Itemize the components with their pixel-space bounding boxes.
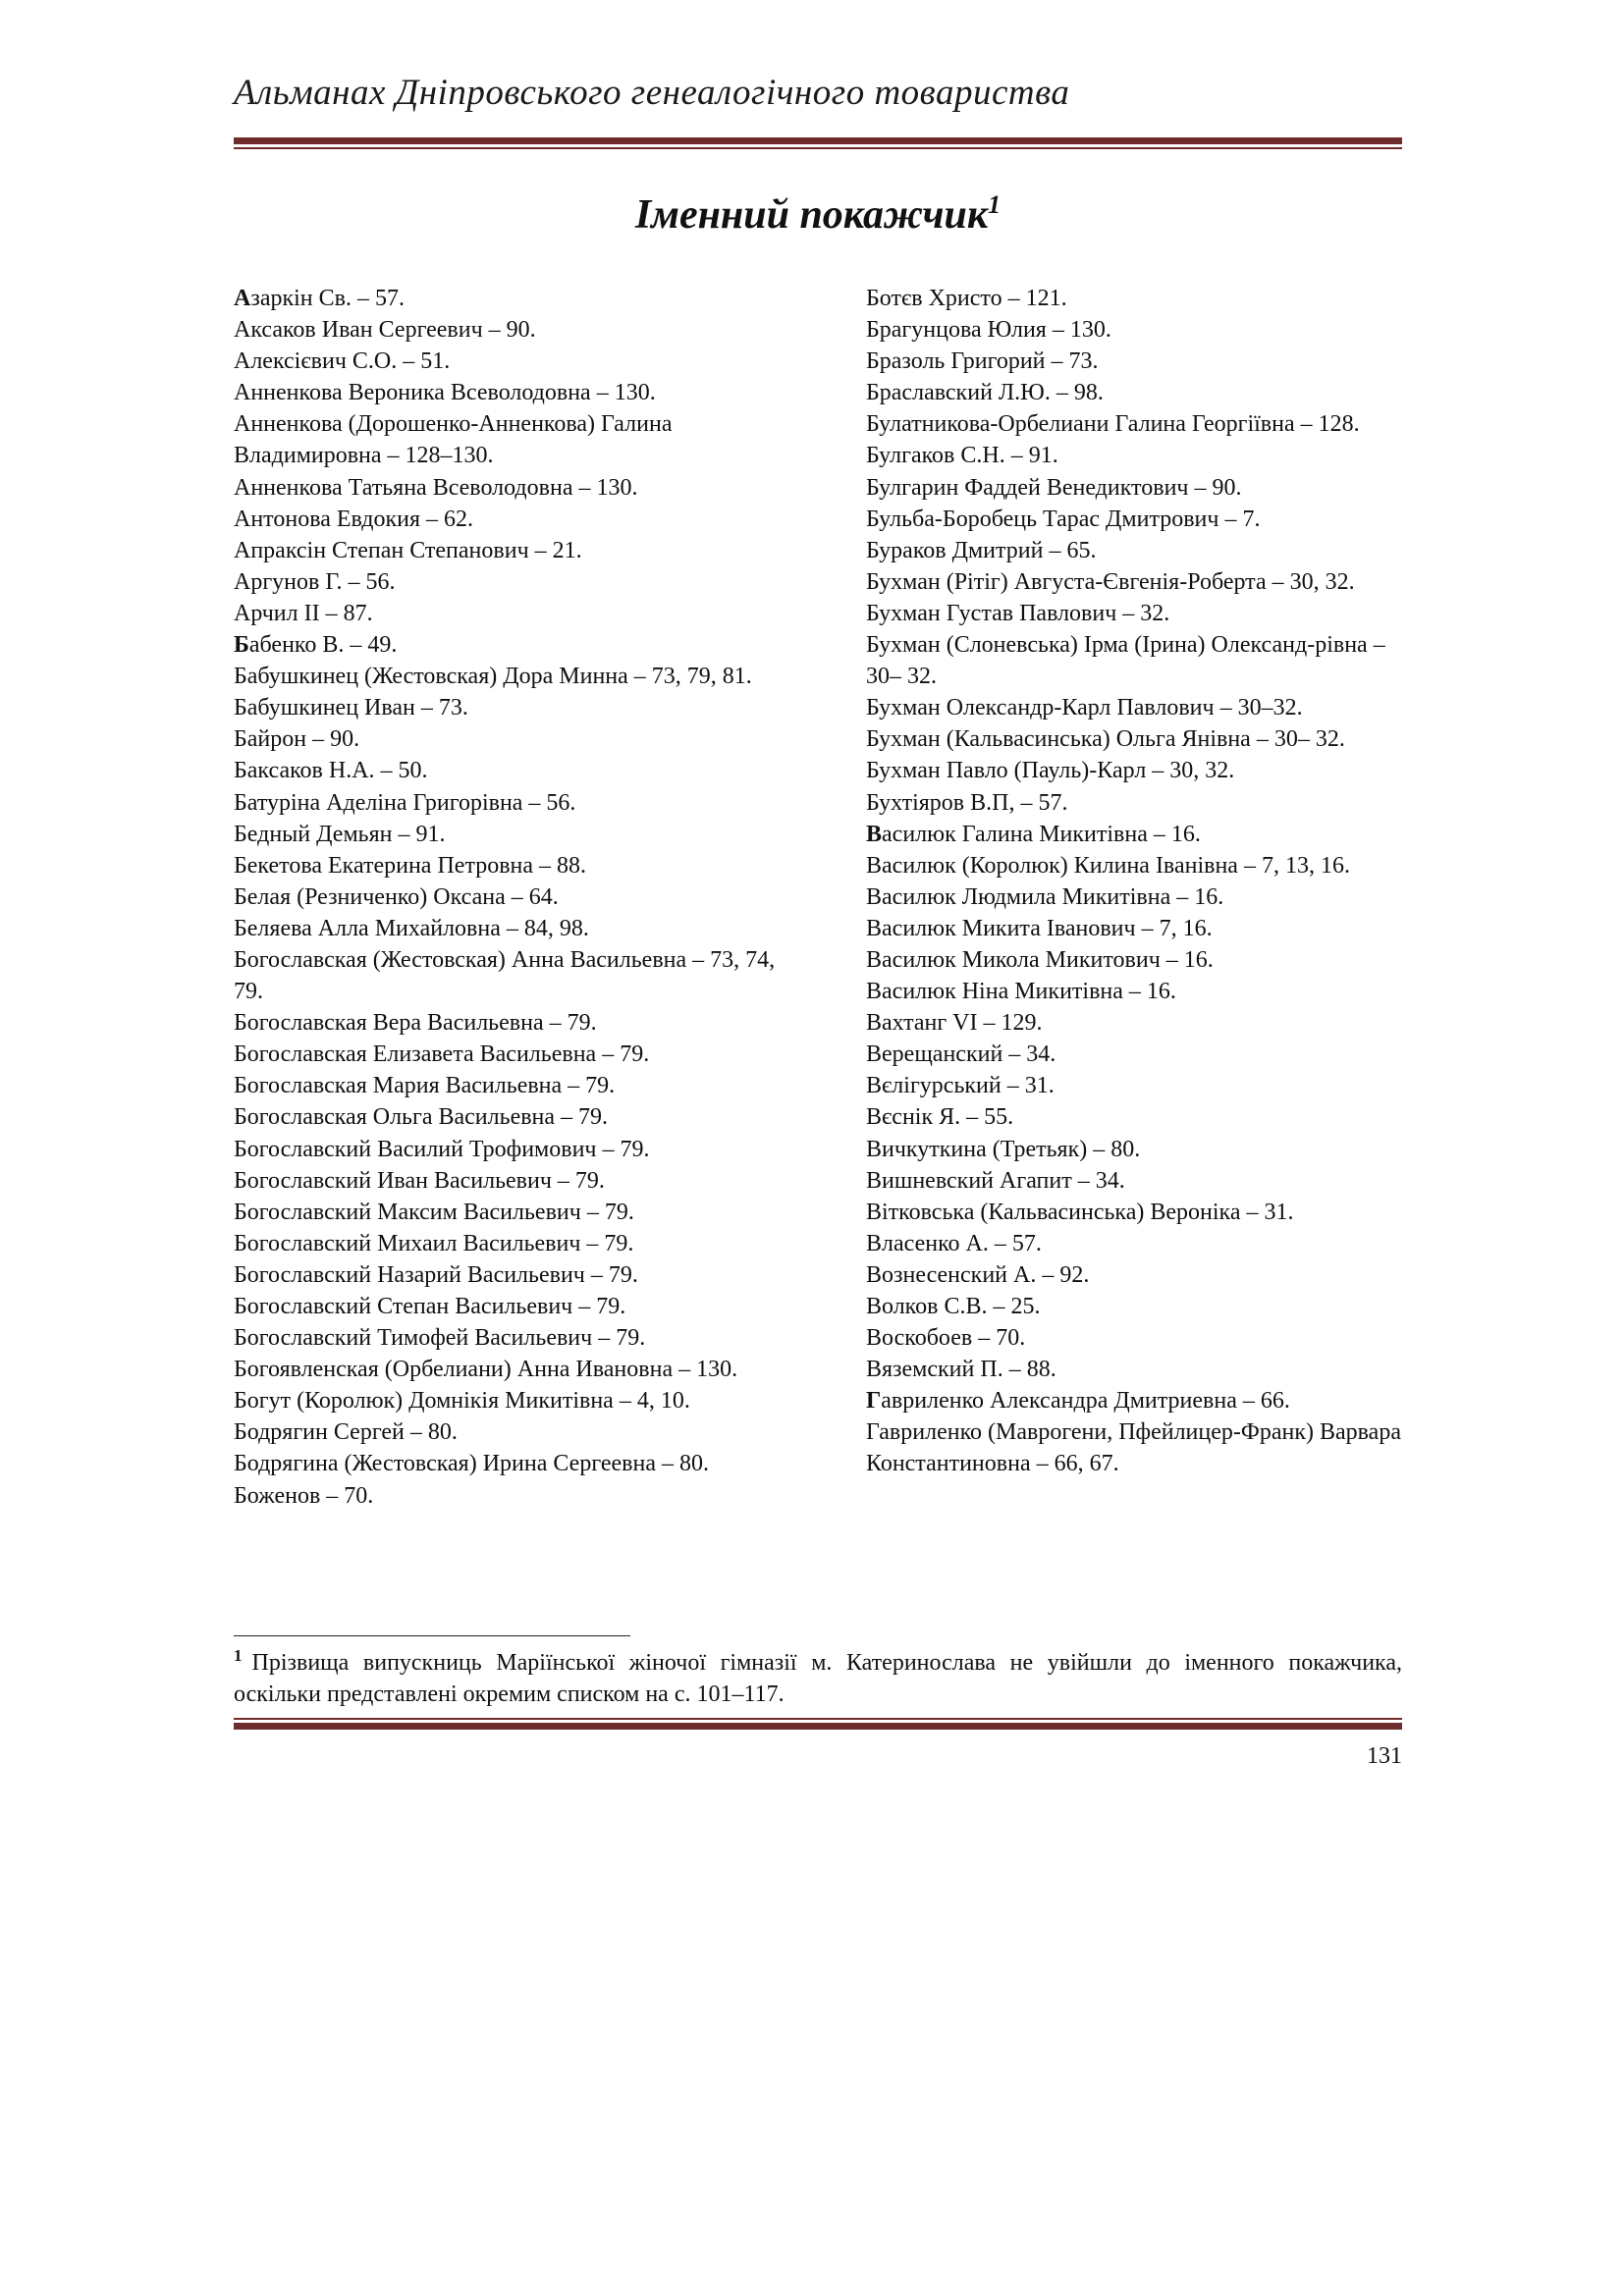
index-entry xyxy=(234,787,776,819)
index-entry xyxy=(234,408,776,471)
index-entry-text: Богославская Елизавета Васильевна – 79. xyxy=(234,1041,650,1068)
index-entry xyxy=(234,283,776,314)
index-entry xyxy=(866,472,1404,504)
index-entry-text: Богославская Вера Васильевна – 79. xyxy=(234,1010,597,1037)
index-entry xyxy=(866,566,1404,598)
index-entry xyxy=(866,1416,1404,1479)
index-entry-text: Гавриленко (Маврогени, Пфейлицер-Франк) Варвара Константиновна – 66, 67. xyxy=(866,1419,1401,1477)
index-entry-text: Бухман Олександр-Карл Павлович – 30–32. xyxy=(866,695,1303,721)
index-column-right xyxy=(866,283,1404,1480)
index-entry-text: Бразоль Григорий – 73. xyxy=(866,348,1099,375)
index-entry-text: Василюк Микита Іванович – 7, 16. xyxy=(866,915,1213,941)
index-entry-text: Вахтанг VI – 129. xyxy=(866,1010,1043,1037)
index-entry-text: Бабушкинец Иван – 73. xyxy=(234,695,468,721)
index-entry xyxy=(866,1197,1404,1228)
index-entry xyxy=(866,723,1404,755)
index-entry xyxy=(234,1101,776,1133)
index-entry xyxy=(866,819,1404,850)
index-entry xyxy=(234,944,776,1007)
index-entry-initial: Г xyxy=(866,1388,882,1415)
index-entry-text: Богославский Максим Васильевич – 79. xyxy=(234,1199,634,1225)
footer-rule xyxy=(234,1718,1402,1730)
index-entry xyxy=(234,1480,776,1512)
index-entry xyxy=(866,1354,1404,1385)
index-entry-text: Богославская Ольга Васильевна – 79. xyxy=(234,1104,609,1131)
index-entry-text: Белая (Резниченко) Оксана – 64. xyxy=(234,883,559,910)
index-entry-text: Богославская (Жестовская) Анна Васильевна – 73, 74, 79. xyxy=(234,946,776,1005)
index-entry xyxy=(234,1007,776,1039)
index-entry-text: Вяземский П. – 88. xyxy=(866,1357,1056,1383)
index-entry-text: Богославский Степан Васильевич – 79. xyxy=(234,1294,626,1319)
index-entry xyxy=(234,1354,776,1385)
index-entry xyxy=(866,1070,1404,1101)
index-entry-text: Булгаков С.Н. – 91. xyxy=(866,443,1058,469)
index-entry xyxy=(866,346,1404,377)
index-entry-initial: В xyxy=(866,821,883,847)
index-entry-text: Бухман (Слоневська) Ірма (Ірина) Олександ-рівна – 30– 32. xyxy=(866,632,1385,690)
index-entry xyxy=(234,377,776,408)
index-entry-text: Вітковська (Кальвасинська) Вероніка – 31. xyxy=(866,1199,1294,1225)
index-entry-text: Булгарин Фаддей Венедиктович – 90. xyxy=(866,474,1242,501)
index-entry-text: Арчил ІІ – 87. xyxy=(234,600,373,626)
index-entry-text: Вишневский Агапит – 34. xyxy=(866,1167,1125,1194)
index-entry-text: Браславский Л.Ю. – 98. xyxy=(866,380,1104,406)
index-entry-text: Богославский Назарий Васильевич – 79. xyxy=(234,1261,638,1288)
index-entry xyxy=(234,1385,776,1416)
index-entry-text: Богославская Мария Васильевна – 79. xyxy=(234,1073,616,1099)
index-entry-text: Апраксін Степан Степанович – 21. xyxy=(234,537,582,563)
index-entry-text: Аргунов Г. – 56. xyxy=(234,568,396,595)
index-entry-text: Анненкова (Дорошенко-Анненкова) Галина Владимировна – 128–130. xyxy=(234,411,673,469)
page-number: 131 xyxy=(1367,1743,1402,1769)
index-entry xyxy=(866,1385,1404,1416)
index-entry xyxy=(866,440,1404,471)
index-entry-text: Алексієвич С.О. – 51. xyxy=(234,348,451,375)
index-entry xyxy=(234,1134,776,1165)
index-entry xyxy=(866,1259,1404,1291)
index-entry-text: Бабушкинец (Жестовская) Дора Минна – 73, 79, 81. xyxy=(234,664,752,690)
index-entry-text: Бухман Густав Павлович – 32. xyxy=(866,600,1170,626)
index-entry xyxy=(234,1228,776,1259)
index-entry-text: заркін Св. – 57. xyxy=(250,286,405,311)
index-entry-text: Аксаков Иван Сергеевич – 90. xyxy=(234,317,536,344)
index-entry-text: Богоявленская (Орбелиани) Анна Ивановна – 130. xyxy=(234,1357,738,1383)
index-entry xyxy=(234,1259,776,1291)
index-entry-text: Василюк Микола Микитович – 16. xyxy=(866,946,1214,973)
index-entry xyxy=(866,850,1404,881)
index-entry-text: авриленко Александра Дмитриевна – 66. xyxy=(881,1388,1290,1415)
index-entry-text: Вичкуткина (Третьяк) – 80. xyxy=(866,1136,1141,1162)
index-entry xyxy=(866,944,1404,976)
index-entry xyxy=(234,723,776,755)
index-entry xyxy=(234,1448,776,1479)
index-entry xyxy=(234,504,776,535)
index-entry xyxy=(234,1039,776,1070)
index-entry-text: Богут (Королюк) Домнікія Микитівна – 4, 10. xyxy=(234,1388,690,1415)
index-entry xyxy=(234,850,776,881)
index-entry-text: Василюк Людмила Микитівна – 16. xyxy=(866,883,1224,910)
index-entry-initial: Б xyxy=(234,632,249,659)
index-entry-text: Бодрягин Сергей – 80. xyxy=(234,1419,458,1446)
index-entry-text: Антонова Евдокия – 62. xyxy=(234,506,474,532)
index-entry-text: Вознесенский А. – 92. xyxy=(866,1261,1090,1288)
index-entry xyxy=(234,755,776,786)
index-entry xyxy=(866,692,1404,723)
footnote-mark: 1 xyxy=(234,1646,243,1665)
index-entry xyxy=(866,1007,1404,1039)
index-entry xyxy=(866,913,1404,944)
index-entry-text: Богославский Тимофей Васильевич – 79. xyxy=(234,1325,646,1352)
index-entry-text: Боженов – 70. xyxy=(234,1482,374,1509)
almanac-title: Альманах Дніпровського генеалогічного товариства xyxy=(234,73,1070,113)
index-entry xyxy=(234,1197,776,1228)
index-entry xyxy=(866,755,1404,786)
index-entry-text: Бодрягина (Жестовская) Ирина Сергеевна – 80. xyxy=(234,1451,709,1477)
index-entry xyxy=(866,377,1404,408)
index-entry-text: Власенко А. – 57. xyxy=(866,1230,1042,1256)
heading-text: Іменний покажчик xyxy=(634,192,989,238)
index-entry-text: Василюк (Королюк) Килина Іванівна – 7, 13, 16. xyxy=(866,852,1350,879)
index-entry xyxy=(234,566,776,598)
index-entry xyxy=(866,535,1404,566)
index-entry xyxy=(866,787,1404,819)
index-entry-text: Василюк Ніна Микитівна – 16. xyxy=(866,979,1176,1005)
index-entry xyxy=(234,1291,776,1322)
index-entry xyxy=(234,629,776,661)
index-entry-text: Волков С.В. – 25. xyxy=(866,1294,1041,1319)
index-entry-text: Беляева Алла Михайловна – 84, 98. xyxy=(234,915,589,941)
index-entry xyxy=(234,881,776,913)
footnote-separator xyxy=(234,1635,630,1636)
index-entry xyxy=(234,819,776,850)
index-entry xyxy=(866,1165,1404,1197)
index-entry xyxy=(234,535,776,566)
footnote xyxy=(234,1647,1402,1710)
index-entry-text: Булатникова-Орбелиани Галина Георгіївна – 128. xyxy=(866,411,1360,438)
index-entry xyxy=(866,1039,1404,1070)
index-entry xyxy=(234,913,776,944)
index-entry-text: Бураков Дмитрий – 65. xyxy=(866,537,1097,563)
index-entry xyxy=(234,692,776,723)
index-entry xyxy=(866,1228,1404,1259)
index-entry-text: Верещанский – 34. xyxy=(866,1041,1056,1068)
index-entry-text: Бухман (Кальвасинська) Ольга Янівна – 30– 32. xyxy=(866,726,1345,753)
index-entry-text: Богославский Михаил Васильевич – 79. xyxy=(234,1230,634,1256)
index-entry-text: Бекетова Екатерина Петровна – 88. xyxy=(234,852,587,879)
header-rule xyxy=(234,137,1402,149)
index-entry xyxy=(866,1101,1404,1133)
index-entry-text: Бухман Павло (Пауль)-Карл – 30, 32. xyxy=(866,758,1235,784)
index-entry-initial: А xyxy=(234,286,251,311)
index-entry-text: Бухман (Рітіг) Августа-Євгенія-Роберта – 30, 32. xyxy=(866,568,1355,595)
footnote-text: Прізвища випускниць Маріїнської жіночої гімназії м. Катеринослава не увійшли до іменного покажчика, оскільки представлені окремим списком на с. 101–117. xyxy=(234,1650,1402,1707)
index-entry-text: Вєснік Я. – 55. xyxy=(866,1104,1014,1131)
index-entry xyxy=(866,1322,1404,1354)
index-entry-text: Батуріна Аделіна Григорівна – 56. xyxy=(234,789,576,816)
index-entry xyxy=(866,598,1404,629)
index-entry-text: Анненкова Татьяна Всеволодовна – 130. xyxy=(234,474,638,501)
index-entry-text: Бухтіяров В.П, – 57. xyxy=(866,789,1068,816)
index-entry xyxy=(866,504,1404,535)
index-entry xyxy=(866,976,1404,1007)
footnote-reference: 1 xyxy=(988,190,1001,219)
index-entry xyxy=(234,314,776,346)
page-heading xyxy=(234,190,1402,238)
index-entry xyxy=(234,346,776,377)
index-entry xyxy=(866,283,1404,314)
index-entry xyxy=(866,881,1404,913)
index-entry xyxy=(866,629,1404,692)
index-entry-text: Ботєв Христо – 121. xyxy=(866,286,1067,311)
index-entry xyxy=(866,408,1404,440)
index-entry xyxy=(234,1165,776,1197)
index-entry-text: Бульба-Боробець Тарас Дмитрович – 7. xyxy=(866,506,1261,532)
index-entry xyxy=(234,1416,776,1448)
index-entry xyxy=(234,598,776,629)
index-entry-text: Вєлігурський – 31. xyxy=(866,1073,1055,1099)
index-entry xyxy=(234,1322,776,1354)
index-entry-text: Байрон – 90. xyxy=(234,726,360,753)
index-entry xyxy=(866,314,1404,346)
index-entry-text: Анненкова Вероника Всеволодовна – 130. xyxy=(234,380,656,406)
index-entry-text: абенко В. – 49. xyxy=(248,632,398,659)
index-entry-text: Богославский Василий Трофимович – 79. xyxy=(234,1136,650,1162)
index-entry-text: Воскобоев – 70. xyxy=(866,1325,1026,1352)
index-entry xyxy=(234,472,776,504)
index-column-left xyxy=(234,283,776,1512)
index-entry xyxy=(234,1070,776,1101)
index-entry-text: Богославский Иван Васильевич – 79. xyxy=(234,1167,605,1194)
index-entry-text: Брагунцова Юлия – 130. xyxy=(866,317,1111,344)
index-entry-text: асилюк Галина Микитівна – 16. xyxy=(882,821,1201,847)
index-entry-text: Баксаков Н.А. – 50. xyxy=(234,758,428,784)
index-entry-text: Бедный Демьян – 91. xyxy=(234,821,446,847)
index-entry xyxy=(234,661,776,692)
index-entry xyxy=(866,1134,1404,1165)
index-entry xyxy=(866,1291,1404,1322)
